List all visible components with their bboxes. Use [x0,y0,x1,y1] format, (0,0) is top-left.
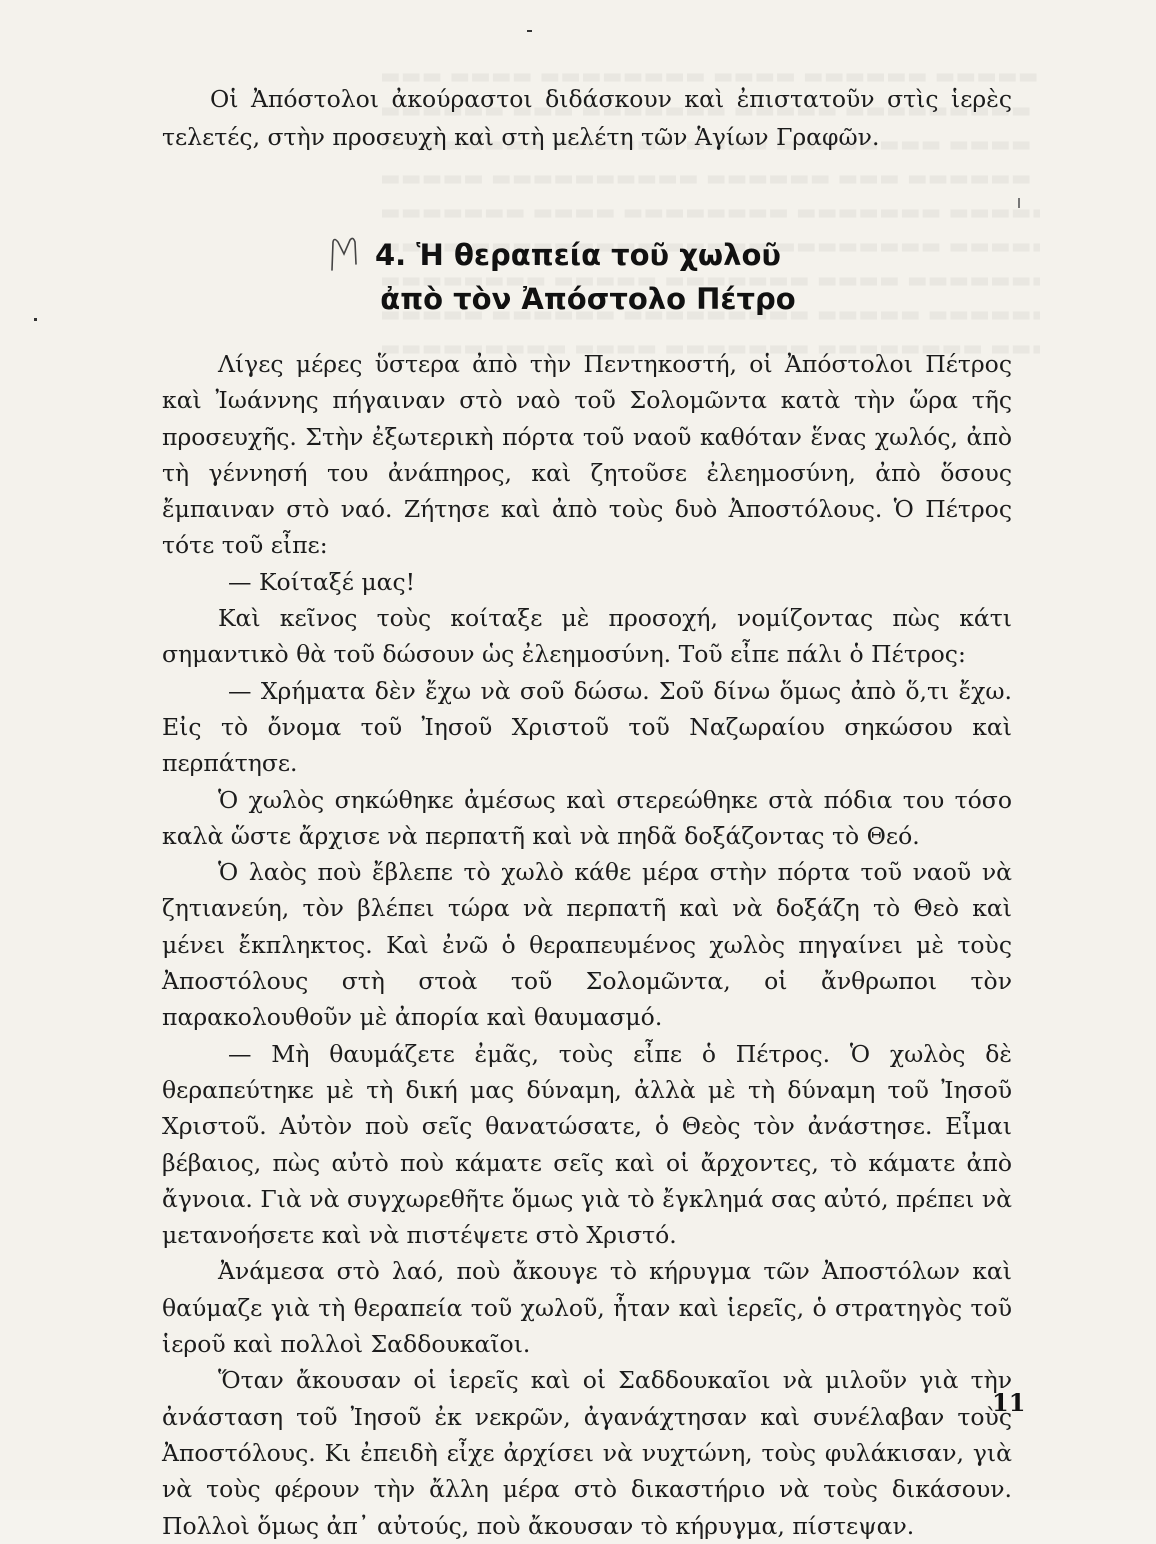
paragraph-beggar-at-gate: Λίγες μέρες ὕστερα ἀπὸ τὴν Πεντηκοστή, οἱ Ἀπόστολοι Πέτρος καὶ Ἰωάννης πήγαιναν στὸ ναὸ τοῦ Σολομῶντα κατὰ τὴν ὥρα τῆς προσευχῆς. Στὴν ἐξωτερικὴ πόρτα τοῦ ναοῦ καθόταν ἕνας χωλός, ἀπὸ τὴ γέννησή του ἀνάπηρος, καὶ ζητοῦσε ἐλεημοσύνη, ἀπὸ ὅσους ἔμπαιναν στὸ ναό. Ζήτησε καὶ ἀπὸ τοὺς δυὸ Ἀποστόλους. Ὁ Πέτρος τότε τοῦ εἶπε: [162,350,1012,560]
print-speck [1018,198,1020,208]
paragraph-healed: Ὁ χωλὸς σηκώθηκε ἀμέσως καὶ στερεώθηκε στὰ πόδια του τόσο καλὰ ὥστε ἄρχισε νὰ περπατῆ καὶ νὰ πηδᾶ δοξάζοντας τὸ Θεό. [162,785,1012,850]
section-body [162,346,1012,1544]
dialog-peter-speech: — Μὴ θαυμάζετε ἐμᾶς, τοὺς εἶπε ὁ Πέτρος. Ὁ χωλὸς δὲ θεραπεύτηκε μὲ τὴ δική μας δύναμη, ἀλλὰ μὲ τὴ δύναμη τοῦ Ἰησοῦ Χριστοῦ. Αὐτὸν ποὺ σεῖς θανατώσατε, ὁ Θεὸς τὸν ἀνάστησε. Εἶμαι βέβαιος, πὼς αὐτὸ ποὺ κάματε σεῖς καὶ οἱ ἄρχοντες, τὸ κάματε ἀπὸ ἄγνοια. Γιὰ νὰ συγχωρεθῆτε ὅμως γιὰ τὸ ἔγκλημά σας αὐτό, πρέπει νὰ μετανοήσετε καὶ νὰ πιστέψετε στὸ Χριστό. [162,1039,1012,1250]
paragraph-arrest: Ὅταν ἄκουσαν οἱ ἱερεῖς καὶ οἱ Σαδδουκαῖοι νὰ μιλοῦν γιὰ τὴν ἀνάσταση τοῦ Ἰησοῦ ἐκ νεκρῶν, ἀγανάχτησαν καὶ συνέλαβαν τοὺς Ἀποστόλους. Κι ἐπειδὴ εἶχε ἀρχίσει νὰ νυχτώνη, τοὺς φυλάκισαν, γιὰ νὰ τοὺς φέρουν τὴν ἄλλη μέρα στὸ δικαστήριο νὰ τοὺς δικάσουν. Πολλοὶ ὅμως ἀπ᾿ αὐτούς, ποὺ ἄκουσαν τὸ κήρυγμα, πίστεψαν. [162,1366,1012,1540]
section-heading-title: 4. Ἡ θεραπεία τοῦ χωλοῦ [375,238,781,272]
paragraph-people-amazed: Ὁ λαὸς ποὺ ἔβλεπε τὸ χωλὸ κάθε μέρα στὴν πόρτα τοῦ ναοῦ νὰ ζητιανεύη, τὸν βλέπει τώρα νὰ περπατῆ καὶ νὰ δοξάζη τὸ Θεὸ καὶ μένει ἔκπληκτος. Καὶ ἐνῶ ὁ θεραπευμένος χωλὸς πηγαίνει μὲ τοὺς Ἀποστόλους στὴ στοὰ τοῦ Σολομῶντα, οἱ ἄνθρωποι τὸν παρακολουθοῦν μὲ ἀπορία καὶ θαυμασμό. [162,858,1012,1032]
paragraph-he-looked: Καὶ κεῖνος τοὺς κοίταξε μὲ προσοχή, νομίζοντας πὼς κάτι σημαντικὸ θὰ τοῦ δώσουν ὡς ἐλεημοσύνη. Τοῦ εἶπε πάλι ὁ Πέτρος: [162,604,1012,669]
print-speck [527,30,532,32]
dialog-silver-and-gold: — Χρήματα δὲν ἔχω νὰ σοῦ δώσω. Σοῦ δίνω ὅμως ἀπὸ ὅ,τι ἔχω. Εἰς τὸ ὄνομα τοῦ Ἰησοῦ Χριστοῦ τοῦ Ναζωραίου σηκώσου καὶ περπάτησε. [162,676,1012,778]
section-heading-subtitle: ἀπὸ τὸν Ἀπόστολο Πέτρο [380,282,796,316]
page-number: 11 [992,1388,1026,1417]
print-speck [34,318,37,321]
dialog-look-at-us: — Κοίταξέ μας! [228,567,416,596]
paragraph-priests-present: Ἀνάμεσα στὸ λαό, ποὺ ἄκουγε τὸ κήρυγμα τῶν Ἀποστόλων καὶ θαύμαζε γιὰ τὴ θεραπεία τοῦ χωλοῦ, ἦταν καὶ ἱερεῖς, ὁ στρατηγὸς τοῦ ἱεροῦ καὶ πολλοὶ Σαδδουκαῖοι. [162,1257,1012,1359]
intro-paragraph: Οἱ Ἀπόστολοι ἀκούραστοι διδάσκουν καὶ ἐπιστατοῦν στὶς ἱερὲς τελετές, στὴν προσευχὴ καὶ στὴ μελέτη τῶν Ἁγίων Γραφῶν. [162,85,1012,151]
